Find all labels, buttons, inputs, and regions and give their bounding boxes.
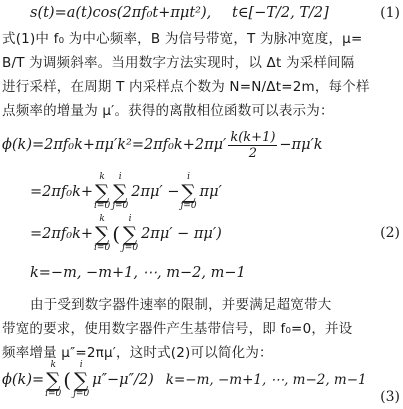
equation-2-line1 [2, 128, 403, 162]
sum-lower: j=0 [180, 201, 197, 211]
para2-line2: 带宽的要求，使用数字器件产生基带信号，即 f₀=0，并设 [2, 321, 353, 337]
sum-lower: i=0 [94, 243, 111, 253]
para1-line4: 点频率的增量为 μ′。获得的离散相位函数可以表示为： [2, 103, 334, 119]
equation-1-number: (1) [380, 5, 400, 21]
equation-3-lhs: ϕ(k)= [2, 372, 45, 388]
sum-upper: k [99, 214, 105, 224]
para2-line1: 由于受到数字器件速率的限制，并要满足超宽带大 [30, 297, 332, 313]
sum-symbol: i ∑ j=0 [112, 172, 129, 211]
equation-3-range: k=−m, −m+1, ⋯, m−2, m−1 [165, 372, 367, 388]
sum-lower: j=0 [122, 243, 139, 253]
equation-2-number: (2) [380, 225, 400, 241]
para2-line3: 频率增量 μ″=2πμ′，这时式(2)可以简化为： [2, 345, 273, 361]
sum-upper: k [99, 172, 105, 182]
fraction-denominator: 2 [248, 145, 258, 161]
sum-symbol: k ∑ i=0 [94, 214, 111, 253]
sum-symbol: i ∑ j=0 [73, 360, 90, 399]
sum-lower: i=0 [94, 201, 111, 211]
sum-lower: j=0 [73, 389, 90, 399]
para1-line2: B/T 为调频斜率。当用数字方法实现时，以 Δt 为采样间隔 [2, 55, 355, 71]
para1-line3: 进行采样，在周期 T 内采样点个数为 N=N/Δt=2m，每个样 [2, 79, 370, 95]
sum-lower: i=0 [45, 389, 62, 399]
equation-2-line3-body: 2πμ′ − πμ′) [141, 226, 222, 242]
open-paren: ( [63, 368, 72, 392]
equation-3-number: (3) [380, 389, 400, 405]
sum-upper: k [50, 360, 56, 370]
open-paren: ( [112, 222, 120, 246]
equation-2-line1-b: −πμ′k [279, 137, 323, 153]
equation-2-line2 [30, 172, 403, 212]
equation-2-line3-a: =2πf₀k+ [30, 226, 94, 242]
sum-upper: i [128, 214, 132, 224]
sum-upper: i [79, 360, 83, 370]
sum-upper: i [118, 172, 122, 182]
equation-2-line2-end: πμ′ [199, 184, 222, 200]
sum-symbol: k ∑ i=0 [45, 360, 62, 399]
equation-2-range: k=−m, −m+1, ⋯, m−2, m−1 [30, 265, 246, 281]
equation-2-line2-mid: 2πμ′ − [131, 184, 180, 200]
sum-symbol: i ∑ j=0 [122, 214, 139, 253]
equation-3 [2, 360, 403, 400]
equation-2-line2-a: =2πf₀k+ [30, 184, 94, 200]
sum-upper: i [187, 172, 190, 182]
fraction-numerator: k(k+1) [230, 129, 276, 145]
equation-2-line3 [30, 214, 403, 254]
equation-2-line1-a: ϕ(k)=2πf₀k+πμ′k²=2πf₀k+2πμ′ [2, 137, 227, 153]
equation-2-fraction [228, 130, 277, 161]
sum-symbol: k ∑ i=0 [94, 172, 111, 211]
equation-3-body: μ″−μ″/2) [92, 372, 154, 388]
para1-line1: 式(1)中 f₀ 为中心频率，B 为信号带宽，T 为脉冲宽度，μ= [2, 31, 363, 47]
equation-1-body: s(t)=a(t)cos(2πf₀t+πμt²), [30, 5, 212, 21]
sum-symbol: i ∑ j=0 [180, 172, 197, 211]
equation-1-condition: t∈[−T/2, T/2] [232, 5, 329, 21]
sum-lower: j=0 [112, 201, 129, 211]
